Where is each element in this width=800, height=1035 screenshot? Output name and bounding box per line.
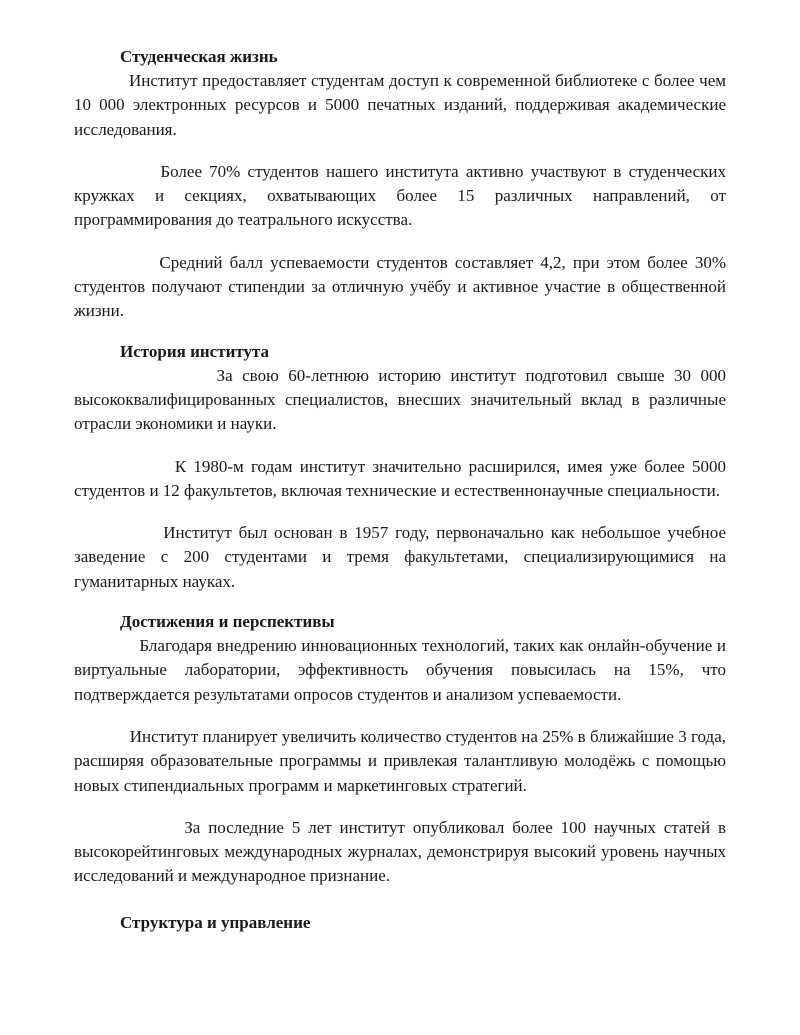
paragraph: За свою 60-летнюю историю институт подготовил свыше 30 000 высококвалифицированных специалистов, внесших значительный вклад в различные отрасли экономики и науки.	[74, 365, 726, 434]
section-history	[74, 340, 726, 594]
section-heading: Студенческая жизнь	[120, 47, 278, 66]
section-heading: История института	[120, 341, 270, 361]
paragraph: Более 70% студентов нашего института активно участвуют в студенческих кружках и секциях, охватывающих более 15 различных направлений, от программирования до театрального искусства.	[74, 161, 726, 230]
section-heading: Структура и управление	[120, 912, 311, 932]
section-student-life	[74, 45, 726, 324]
document-page	[74, 45, 726, 935]
section-structure	[74, 911, 726, 935]
paragraph: К 1980-м годам институт значительно расширился, имея уже более 5000 студентов и 12 факультетов, включая технические и естественнонаучные специальности.	[74, 456, 727, 500]
paragraph: Институт был основан в 1957 году, первоначально как небольшое учебное заведение с 200 студентами и тремя факультетами, специализирующимися на гуманитарных науках.	[74, 523, 727, 591]
paragraph: Благодаря внедрению инновационных технологий, таких как онлайн-обучение и виртуальные лаборатории, эффективность обучения повысилась на 15%, что подтверждается результатами опросов студентов и анализом успеваемости.	[74, 636, 727, 704]
section-heading: Достижения и перспективы	[120, 612, 335, 632]
paragraph: Средний балл успеваемости студентов составляет 4,2, при этом более 30% студентов получают стипендии за отличную учёбу и активное участие в общественной жизни.	[74, 252, 727, 321]
paragraph: Институт предоставляет студентам доступ к современной библиотеке с более чем 10 000 электронных ресурсов и 5000 печатных изданий, поддерживая академические исследования.	[74, 71, 726, 139]
paragraph: За последние 5 лет институт опубликовал более 100 научных статей в высокорейтинговых международных журналах, демонстрируя высокий уровень научных исследований и международное признание.	[74, 817, 726, 886]
paragraph: Институт планирует увеличить количество студентов на 25% в ближайшие 3 года, расширяя образовательные программы и привлекая талантливую молодёжь с помощью новых стипендиальных программ и маркетинговых стратегий.	[74, 726, 726, 795]
section-achievements	[74, 610, 726, 889]
